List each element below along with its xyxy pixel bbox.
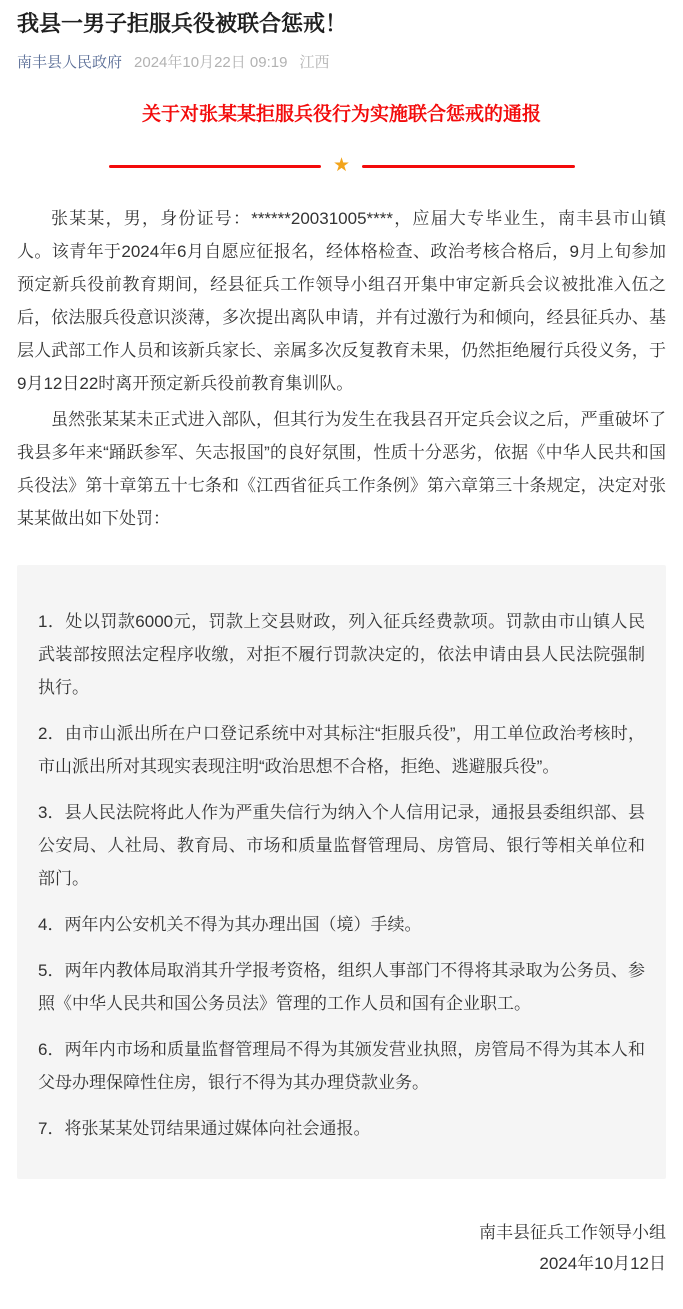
punishment-list-box	[17, 565, 666, 1179]
signature-org: 南丰县征兵工作领导小组	[479, 1222, 666, 1242]
signature-date: 2024年10月12日	[539, 1253, 666, 1273]
punishment-item: 3．县人民法院将此人作为严重失信行为纳入个人信用记录，通报县委组织部、县公安局、人社局、教育局、市场和质量监督管理局、房管局、银行等相关单位和部门。	[38, 802, 645, 888]
paragraph: 张某某，男，身份证号：******20031005****，应届大专毕业生，南丰县市山镇人。该青年于2024年6月自愿应征报名，经体格检查、政治考核合格后，9月上旬参加预定新兵役前教育期间，经县征兵工作领导小组召开集中审定新兵会议被批准入伍之后，依法服兵役意识淡薄，多次提出离队申请，并有过激行为和倾向，经县征兵办、基层人武部工作人员和该新兵家长、亲属多次反复教育未果，仍然拒绝履行兵役义务，于9月12日22时离开预定新兵役前教育集训队。	[17, 208, 666, 393]
notice-body	[17, 202, 666, 535]
source-account-link[interactable]: 南丰县人民政府	[17, 53, 123, 71]
star-icon: ★	[332, 154, 351, 176]
publish-datetime: 2024年10月22日 09:19	[134, 53, 288, 71]
paragraph: 虽然张某某未正式进入部队，但其行为发生在我县召开定兵会议之后，严重破坏了我县多年来“踊跃参军、矢志报国”的良好氛围，性质十分恶劣，依据《中华人民共和国兵役法》第十章第五十七条和《江西省征兵工作条例》第六章第三十条规定，决定对张某某做出如下处罚：	[17, 409, 666, 528]
punishment-item: 4．两年内公安机关不得为其办理出国（境）手续。	[38, 914, 422, 934]
punishment-item: 2．由市山派出所在户口登记系统中对其标注“拒服兵役”，用工单位政治考核时，市山派出所对其现实表现注明“政治思想不合格，拒绝、逃避服兵役”。	[38, 723, 645, 776]
decorative-divider	[109, 154, 575, 176]
punishment-item: 7．将张某某处罚结果通过媒体向社会通报。	[38, 1118, 371, 1138]
punishment-item: 6．两年内市场和质量监督管理局不得为其颁发营业执照，房管局不得为其本人和父母办理保障性住房，银行不得为其办理贷款业务。	[38, 1039, 645, 1092]
byline	[17, 53, 666, 73]
divider-line-right	[362, 165, 574, 168]
notice-title: 关于对张某某拒服兵役行为实施联合惩戒的通报	[141, 104, 541, 126]
signature-block	[17, 1217, 666, 1279]
punishment-item: 1．处以罚款6000元，罚款上交县财政，列入征兵经费款项。罚款由市山镇人民武装部按照法定程序收缴，对拒不履行罚款决定的，依法申请由县人民法院强制执行。	[38, 611, 645, 697]
publish-location[interactable]: 江西	[299, 53, 330, 71]
article-title: 我县一男子拒服兵役被联合惩戒！	[17, 11, 348, 36]
punishment-item: 5．两年内教体局取消其升学报考资格，组织人事部门不得将其录取为公务员、参照《中华人民共和国公务员法》管理的工作人员和国有企业职工。	[38, 960, 645, 1013]
divider-line-left	[109, 165, 321, 168]
